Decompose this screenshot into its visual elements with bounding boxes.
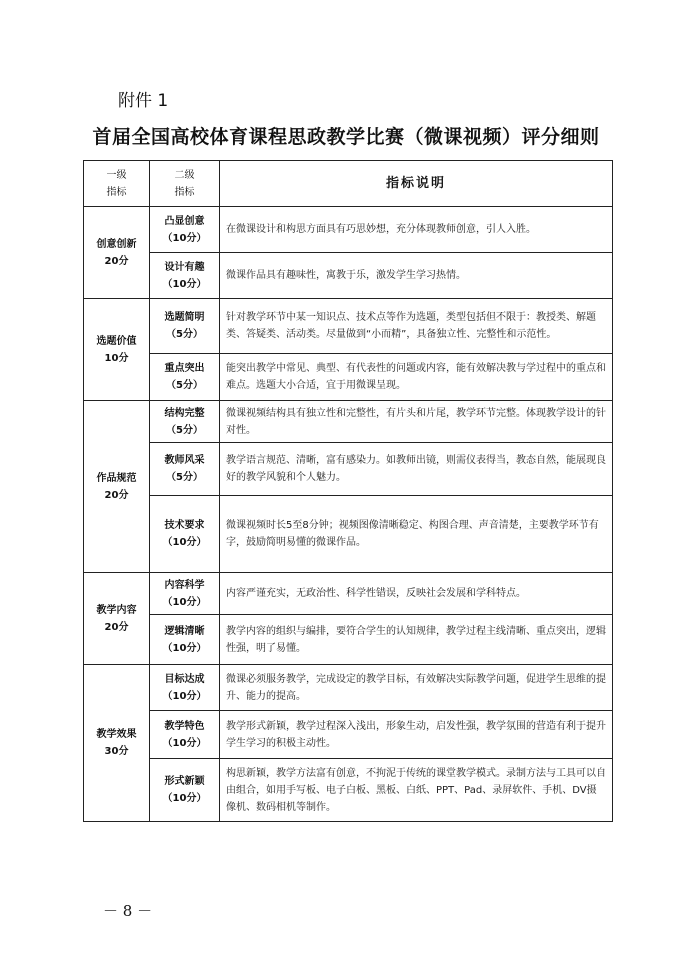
- table-row: [84, 496, 613, 573]
- item-description: 内容严谨充实，无政治性、科学性错误，反映社会发展和学科特点。: [220, 573, 613, 615]
- item-description: 教学形式新颖，教学过程深入浅出，形象生动，启发性强，教学氛围的营造有利于提升学生学习的积极主动性。: [220, 711, 613, 759]
- item-cell: 教师风采 （5分）: [150, 443, 220, 496]
- table-row: [84, 207, 613, 253]
- table-row: [84, 759, 613, 822]
- category-cell: 教学效果 30分: [84, 665, 150, 822]
- item-cell: 凸显创意 （10分）: [150, 207, 220, 253]
- table-row: [84, 401, 613, 443]
- table-row: [84, 711, 613, 759]
- page-title: 首届全国高校体育课程思政教学比赛（微课视频）评分细则: [92, 126, 600, 148]
- header-level2: 二级 指标: [150, 161, 220, 207]
- category-cell: 选题价值 10分: [84, 299, 150, 401]
- table-row: [84, 615, 613, 665]
- category-cell: 作品规范 20分: [84, 401, 150, 573]
- page-number: － 8 －: [103, 902, 153, 920]
- item-cell: 形式新颖 （10分）: [150, 759, 220, 822]
- item-description: 教学语言规范、清晰，富有感染力。如教师出镜，则需仪表得当，教态自然，能展现良好的教学风貌和个人魅力。: [220, 443, 613, 496]
- attachment-label: 附件 1: [118, 91, 169, 111]
- item-cell: 内容科学 （10分）: [150, 573, 220, 615]
- table-row: [84, 443, 613, 496]
- item-cell: 逻辑清晰 （10分）: [150, 615, 220, 665]
- item-description: 针对教学环节中某一知识点、技术点等作为选题，类型包括但不限于：教授类、解题类、答疑类、活动类。尽量做到“小而精”，具备独立性、完整性和示范性。: [220, 299, 613, 354]
- table-row: [84, 299, 613, 354]
- item-description: 构思新颖，教学方法富有创意，不拘泥于传统的课堂教学模式。录制方法与工具可以自由组合，如用手写板、电子白板、黑板、白纸、PPT、Pad、录屏软件、手机、DV摄像机、数码相机等制作。: [220, 759, 613, 822]
- table-header-row: [84, 161, 613, 207]
- item-cell: 技术要求 （10分）: [150, 496, 220, 573]
- item-cell: 教学特色 （10分）: [150, 711, 220, 759]
- scoring-table: [83, 160, 613, 822]
- item-cell: 目标达成 （10分）: [150, 665, 220, 711]
- table-row: [84, 573, 613, 615]
- header-level1: 一级 指标: [84, 161, 150, 207]
- item-cell: 结构完整 （5分）: [150, 401, 220, 443]
- category-cell: 创意创新 20分: [84, 207, 150, 299]
- header-description: 指标说明: [220, 161, 613, 207]
- item-cell: 重点突出 （5分）: [150, 354, 220, 401]
- item-description: 微课视频结构具有独立性和完整性，有片头和片尾，教学环节完整。体现教学设计的针对性。: [220, 401, 613, 443]
- table-row: [84, 665, 613, 711]
- item-cell: 选题简明 （5分）: [150, 299, 220, 354]
- category-cell: 教学内容 20分: [84, 573, 150, 665]
- item-description: 微课作品具有趣味性，寓教于乐，激发学生学习热情。: [220, 253, 613, 299]
- table-row: [84, 253, 613, 299]
- item-description: 在微课设计和构思方面具有巧思妙想，充分体现教师创意，引人入胜。: [220, 207, 613, 253]
- item-cell: 设计有趣 （10分）: [150, 253, 220, 299]
- item-description: 能突出教学中常见、典型、有代表性的问题或内容，能有效解决教与学过程中的重点和难点。选题大小合适，宜于用微课呈现。: [220, 354, 613, 401]
- item-description: 教学内容的组织与编排，要符合学生的认知规律，教学过程主线清晰、重点突出，逻辑性强，明了易懂。: [220, 615, 613, 665]
- item-description: 微课视频时长5至8分钟；视频图像清晰稳定、构图合理、声音清楚，主要教学环节有字，鼓励简明易懂的微课作品。: [220, 496, 613, 573]
- table-row: [84, 354, 613, 401]
- item-description: 微课必须服务教学，完成设定的教学目标，有效解决实际教学问题，促进学生思维的提升、能力的提高。: [220, 665, 613, 711]
